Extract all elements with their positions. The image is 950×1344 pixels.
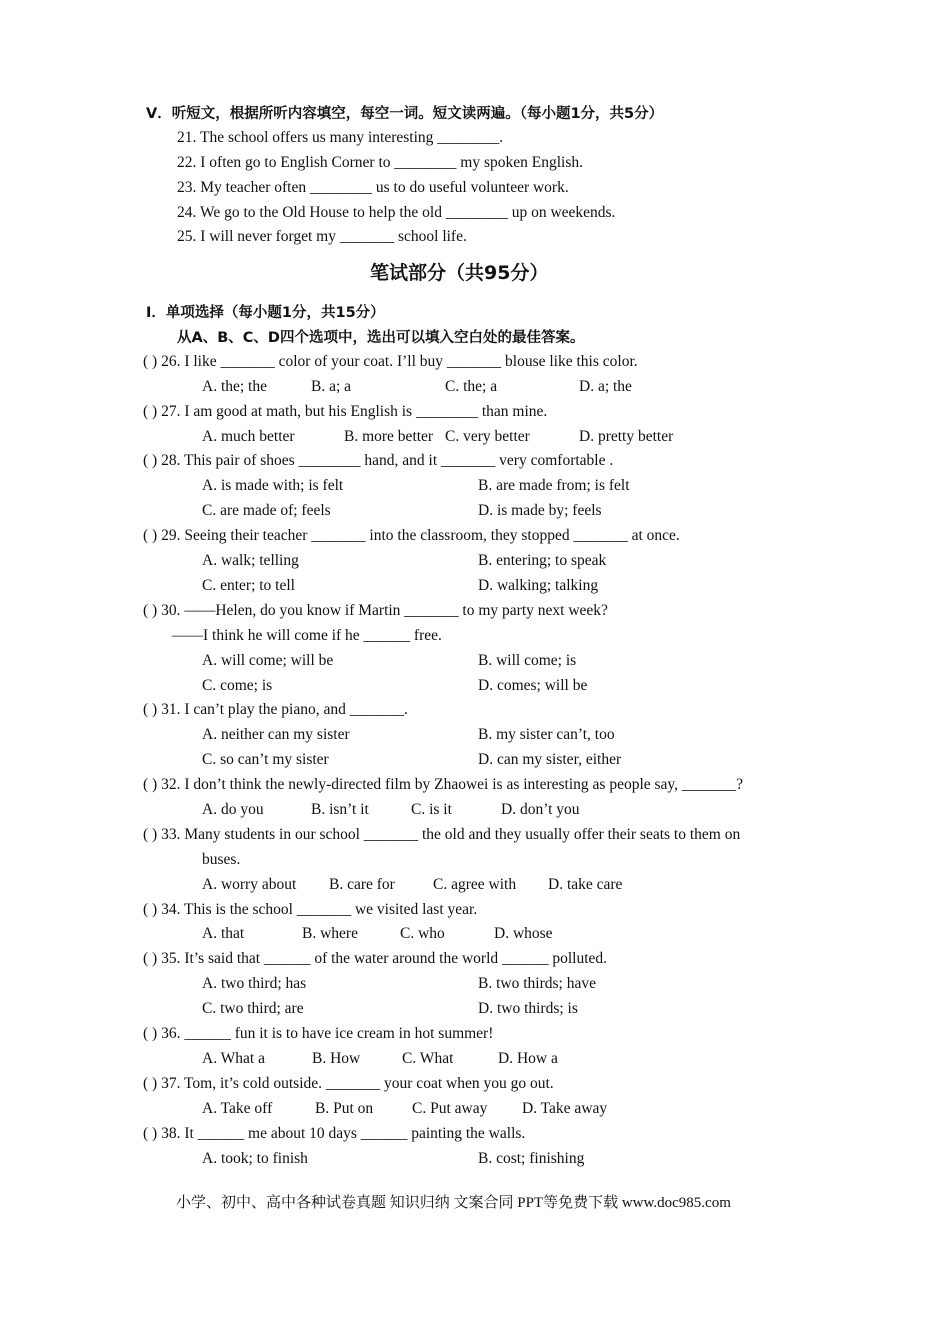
question-33-option-d: D. take care [548, 876, 623, 893]
question-23: 23. My teacher often ________ us to do useful volunteer work. [177, 179, 569, 196]
question-31-option-b: B. my sister can’t, too [478, 726, 615, 743]
question-26-stem: ( ) 26. I like _______ color of your coat. I’ll buy _______ blouse like this color. [143, 353, 638, 370]
question-36-stem: ( ) 36. ______ fun it is to have ice cream in hot summer! [143, 1025, 494, 1042]
question-30-option-c: C. come; is [202, 677, 273, 694]
question-26-option-c: C. the; a [445, 378, 498, 395]
question-30-stem-reply: ——I think he will come if he ______ free. [172, 627, 442, 644]
question-38-option-a: A. took; to finish [202, 1150, 308, 1167]
question-28-option-d: D. is made by; feels [478, 502, 602, 519]
question-38-stem: ( ) 38. It ______ me about 10 days ______ painting the walls. [143, 1125, 526, 1142]
question-34-option-c: C. who [400, 925, 445, 942]
question-36-option-a: A. What a [202, 1050, 265, 1067]
question-22: 22. I often go to English Corner to ________ my spoken English. [177, 154, 583, 171]
question-37-option-c: C. Put away [412, 1100, 488, 1117]
question-32-option-b: B. isn’t it [311, 801, 369, 818]
question-26-option-b: B. a; a [311, 378, 352, 395]
question-35-option-d: D. two thirds; is [478, 1000, 578, 1017]
question-28-option-b: B. are made from; is felt [478, 477, 630, 494]
question-33-option-b: B. care for [329, 876, 395, 893]
question-28-option-a: A. is made with; is felt [202, 477, 344, 494]
question-28-option-c: C. are made of; feels [202, 502, 331, 519]
question-34-stem: ( ) 34. This is the school _______ we visited last year. [143, 901, 478, 918]
question-37-option-b: B. Put on [315, 1100, 374, 1117]
question-29-option-c: C. enter; to tell [202, 577, 295, 594]
question-34-option-a: A. that [202, 925, 245, 942]
question-27-option-a: A. much better [202, 428, 295, 445]
written-part-title: 笔试部分（共95分） [370, 262, 549, 284]
question-37-stem: ( ) 37. Tom, it’s cold outside. _______ your coat when you go out. [143, 1075, 554, 1092]
question-31-option-d: D. can my sister, either [478, 751, 622, 768]
question-35-option-c: C. two third; are [202, 1000, 304, 1017]
section-v-heading: Ⅴ．听短文，根据所听内容填空，每空一词。短文读两遍。（每小题1分，共5分） [146, 106, 664, 122]
question-30-option-a: A. will come; will be [202, 652, 334, 669]
question-38-option-b: B. cost; finishing [478, 1150, 585, 1167]
question-32-option-d: D. don’t you [501, 801, 580, 818]
question-25: 25. I will never forget my _______ school life. [177, 228, 467, 245]
question-29-option-b: B. entering; to speak [478, 552, 607, 569]
question-33-stem: ( ) 33. Many students in our school _______ the old and they usually offer their seats to them on [143, 826, 741, 843]
question-34-option-b: B. where [302, 925, 358, 942]
question-30-stem: ( ) 30. ——Helen, do you know if Martin _______ to my party next week? [143, 602, 608, 619]
question-32-option-c: C. is it [411, 801, 452, 818]
question-21: 21. The school offers us many interesting ________. [177, 129, 504, 146]
question-29-stem: ( ) 29. Seeing their teacher _______ into the classroom, they stopped _______ at once. [143, 527, 680, 544]
question-31-stem: ( ) 31. I can’t play the piano, and _______. [143, 701, 408, 718]
question-31-option-a: A. neither can my sister [202, 726, 350, 743]
question-30-option-d: D. comes; will be [478, 677, 588, 694]
question-24: 24. We go to the Old House to help the old ________ up on weekends. [177, 204, 616, 221]
question-31-option-c: C. so can’t my sister [202, 751, 329, 768]
question-36-option-b: B. How [312, 1050, 361, 1067]
question-36-option-c: C. What [402, 1050, 454, 1067]
section-i-heading: Ⅰ．单项选择（每小题1分，共15分） [146, 305, 385, 321]
question-34-option-d: D. whose [494, 925, 553, 942]
question-35-option-b: B. two thirds; have [478, 975, 596, 992]
question-29-option-a: A. walk; telling [202, 552, 299, 569]
question-37-option-d: D. Take away [522, 1100, 608, 1117]
question-35-stem: ( ) 35. It’s said that ______ of the water around the world ______ polluted. [143, 950, 608, 967]
question-32-stem: ( ) 32. I don’t think the newly-directed film by Zhaowei is as interesting as people say, _______? [143, 776, 744, 793]
question-27-option-c: C. very better [445, 428, 530, 445]
page-footer: 小学、初中、高中各种试卷真题 知识归纳 文案合同 PPT等免费下载 www.doc985.com [176, 1195, 731, 1211]
question-29-option-d: D. walking; talking [478, 577, 599, 594]
question-26-option-a: A. the; the [202, 378, 267, 395]
question-36-option-d: D. How a [498, 1050, 558, 1067]
question-30-option-b: B. will come; is [478, 652, 577, 669]
question-33-option-a: A. worry about [202, 876, 297, 893]
question-28-stem: ( ) 28. This pair of shoes ________ hand, and it _______ very comfortable . [143, 452, 614, 469]
question-26-option-d: D. a; the [579, 378, 632, 395]
question-37-option-a: A. Take off [202, 1100, 273, 1117]
question-27-stem: ( ) 27. I am good at math, but his English is ________ than mine. [143, 403, 548, 420]
question-33-stem-continued: buses. [202, 851, 241, 868]
question-27-option-b: B. more better [344, 428, 434, 445]
question-32-option-a: A. do you [202, 801, 264, 818]
question-27-option-d: D. pretty better [579, 428, 674, 445]
question-35-option-a: A. two third; has [202, 975, 307, 992]
section-i-instruction: 从A、B、C、D四个选项中，选出可以填入空白处的最佳答案。 [177, 330, 585, 346]
question-33-option-c: C. agree with [433, 876, 517, 893]
